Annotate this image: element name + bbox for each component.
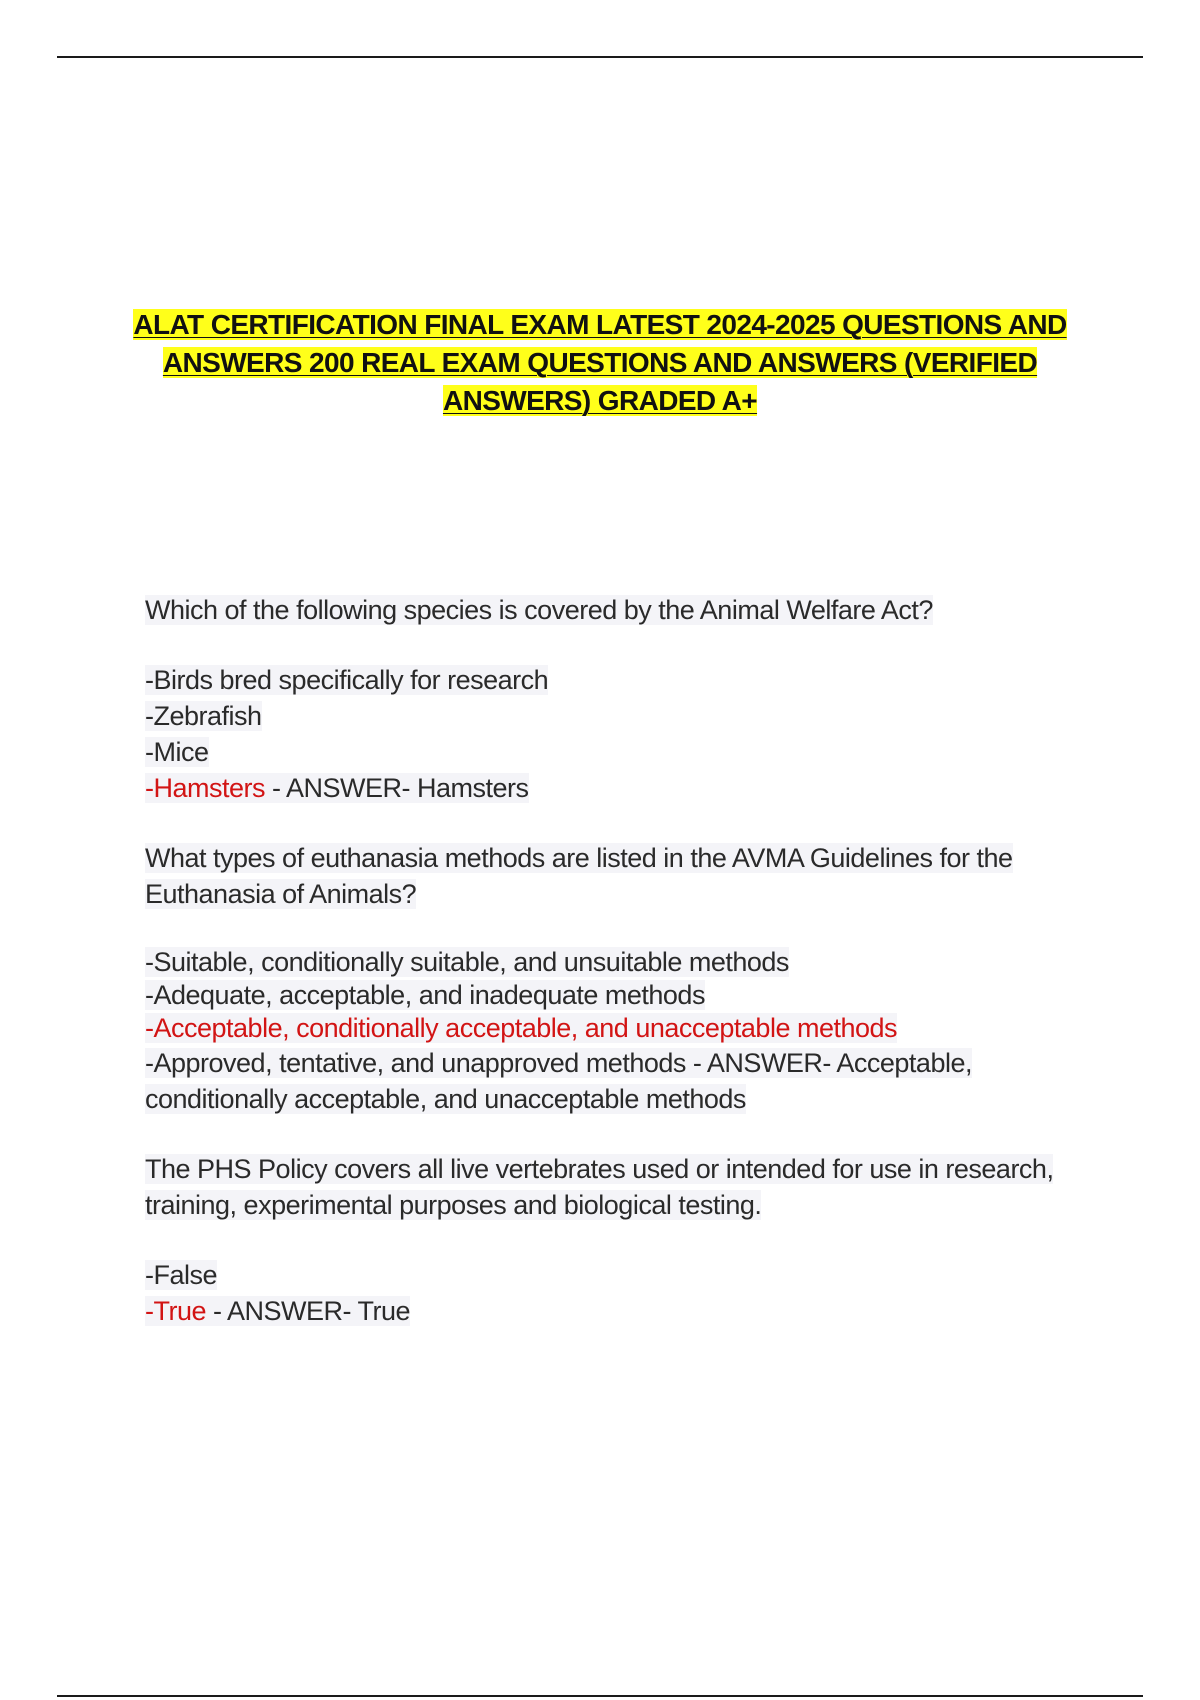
title-line-1: ALAT CERTIFICATION FINAL EXAM LATEST 2024-2025 QUESTIONS AND bbox=[133, 309, 1067, 340]
footer-rule bbox=[57, 1695, 1143, 1697]
header-rule bbox=[57, 56, 1143, 58]
option: -False bbox=[145, 1260, 218, 1290]
correct-option: -True bbox=[145, 1296, 207, 1326]
question-text: Euthanasia of Animals? bbox=[145, 879, 417, 909]
title-line-3: ANSWERS) GRADED A+ bbox=[442, 385, 758, 416]
title-line-2: ANSWERS 200 REAL EXAM QUESTIONS AND ANSWERS (VERIFIED bbox=[162, 347, 1038, 378]
question-text: training, experimental purposes and biological testing. bbox=[145, 1190, 762, 1220]
option: -Birds bred specifically for research bbox=[145, 665, 549, 695]
option: -Approved, tentative, and unapproved methods - ANSWER- Acceptable, bbox=[145, 1048, 972, 1078]
correct-option: -Acceptable, conditionally acceptable, and unacceptable methods bbox=[145, 1013, 898, 1043]
question-block-1 bbox=[145, 592, 1085, 806]
correct-option: -Hamsters bbox=[145, 773, 266, 803]
question-block-3 bbox=[145, 1151, 1085, 1329]
answer-text: conditionally acceptable, and unacceptable methods bbox=[145, 1084, 746, 1114]
questions-section bbox=[145, 592, 1085, 1329]
answer-line bbox=[145, 1293, 1085, 1329]
question-text: The PHS Policy covers all live vertebrates used or intended for use in research, bbox=[145, 1154, 1054, 1184]
option: -Adequate, acceptable, and inadequate methods bbox=[145, 980, 705, 1010]
document-title bbox=[120, 306, 1080, 420]
option: -Mice bbox=[145, 737, 209, 767]
option: -Zebrafish bbox=[145, 701, 262, 731]
answer-text: - ANSWER- True bbox=[206, 1296, 411, 1326]
question-text: Which of the following species is covered by the Animal Welfare Act? bbox=[145, 595, 933, 625]
answer-line bbox=[145, 770, 1085, 806]
question-block-2 bbox=[145, 840, 1085, 1117]
answer-text: - ANSWER- Hamsters bbox=[265, 773, 529, 803]
option: -Suitable, conditionally suitable, and unsuitable methods bbox=[145, 947, 789, 977]
question-text: What types of euthanasia methods are listed in the AVMA Guidelines for the bbox=[145, 843, 1013, 873]
